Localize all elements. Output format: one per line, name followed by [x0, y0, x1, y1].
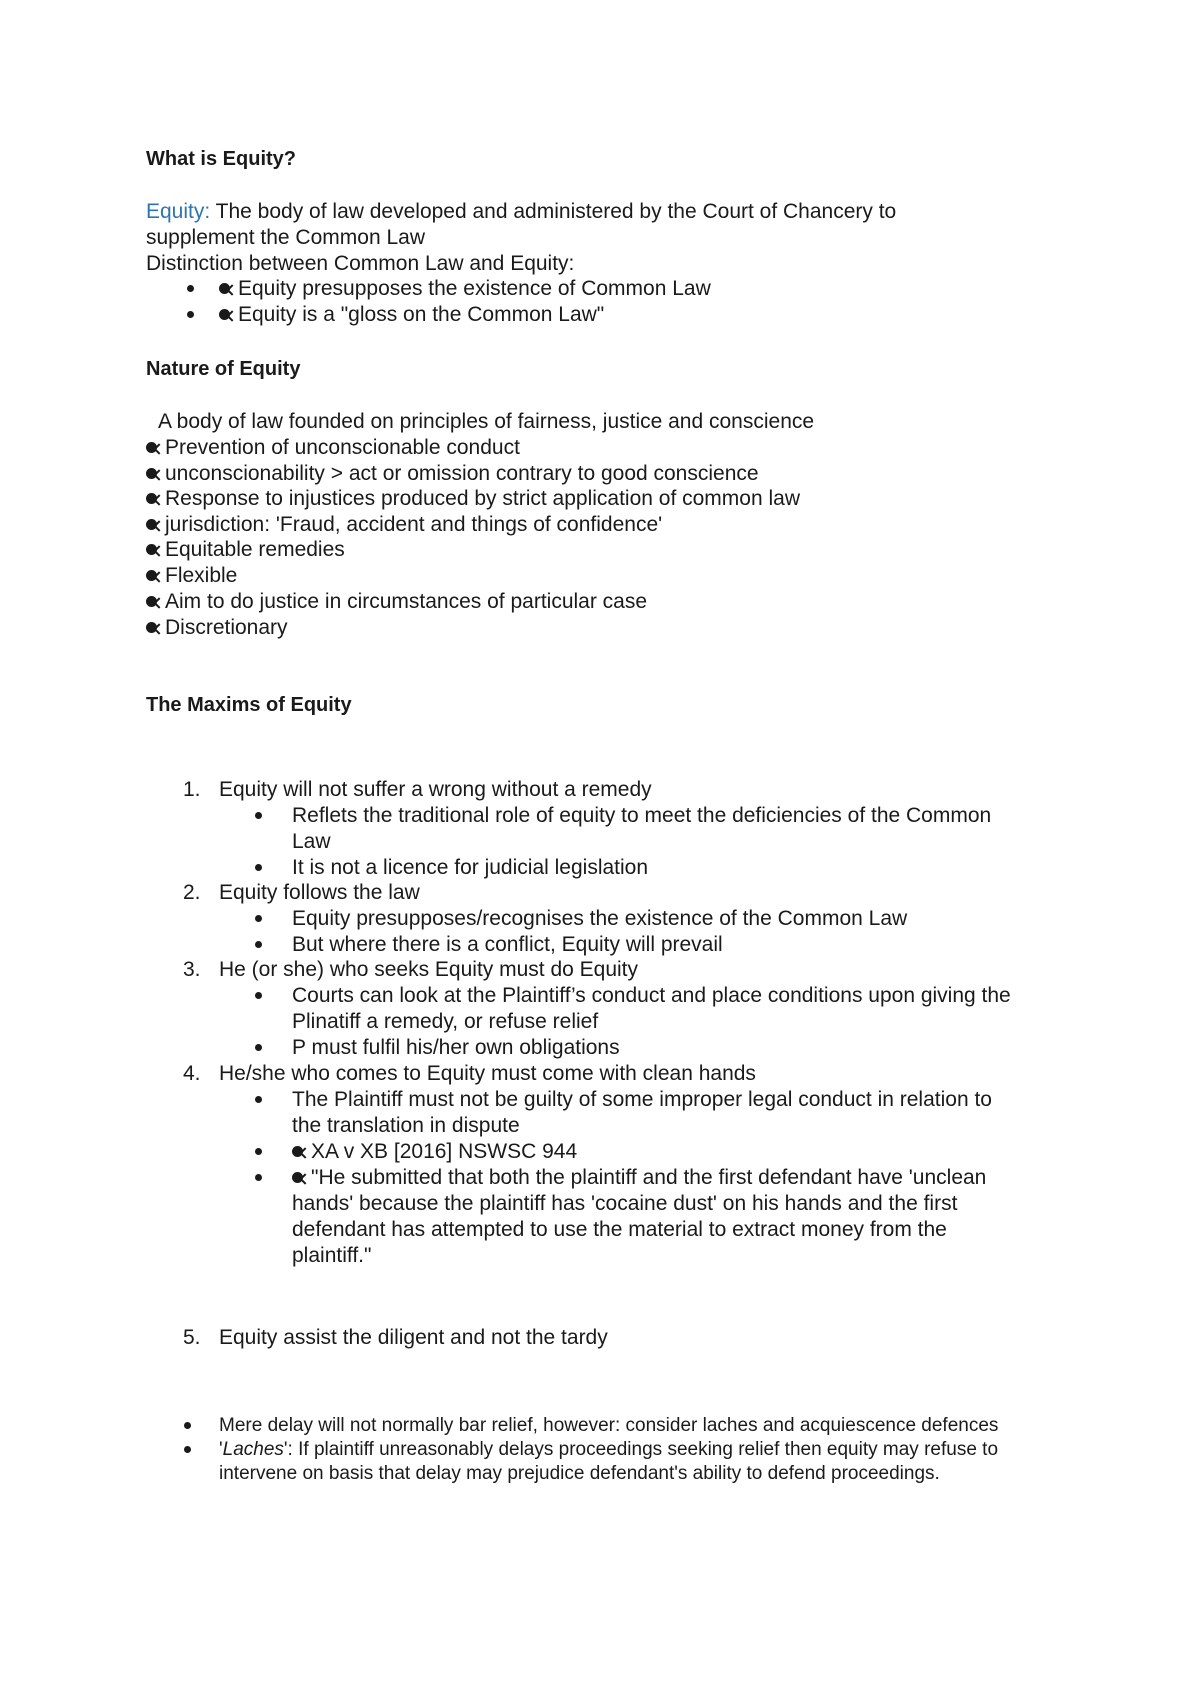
bullet-dot	[255, 1148, 262, 1155]
maxim-number: 3.	[183, 958, 201, 981]
wingding-bullet-icon	[146, 518, 163, 532]
nature-item: Response to injustices produced by strict application of common law	[146, 487, 800, 511]
nature-item: Flexible	[146, 564, 237, 588]
wingding-bullet-icon	[146, 569, 163, 583]
nature-item: Aim to do justice in circumstances of particular case	[146, 590, 647, 614]
maxim-sub-cont: the translation in dispute	[292, 1114, 520, 1137]
maxim-sub: The Plaintiff must not be guilty of some improper legal conduct in relation to	[292, 1088, 992, 1111]
note-laches: 'Laches': If plaintiff unreasonably delays proceedings seeking relief then equity may refuse to	[219, 1439, 999, 1460]
maxim-sub: Courts can look at the Plaintiff’s conduct and place conditions upon giving the	[292, 984, 1011, 1007]
distinction-bullet-2: Equity is a "gloss on the Common Law"	[219, 303, 604, 327]
maxim-sub-case: XA v XB [2016] NSWSC 944	[292, 1140, 577, 1164]
wingding-bullet-icon	[146, 543, 163, 557]
wingding-bullet-icon	[146, 441, 163, 455]
heading-what-is-equity: What is Equity?	[146, 148, 296, 170]
maxim-number: 2.	[183, 881, 201, 904]
bullet-dot	[255, 812, 262, 819]
maxim-sub: It is not a licence for judicial legislation	[292, 856, 649, 879]
wingding-bullet-icon	[219, 308, 236, 322]
note-laches-cont: intervene on basis that delay may prejudice defendant's ability to defend proceedings.	[219, 1463, 940, 1484]
bullet-dot	[187, 285, 194, 292]
maxim-number: 4.	[183, 1062, 201, 1085]
maxim-title: Equity will not suffer a wrong without a remedy	[219, 778, 652, 801]
nature-item: jurisdiction: 'Fraud, accident and things of confidence'	[146, 513, 662, 537]
heading-nature-of-equity: Nature of Equity	[146, 358, 301, 380]
bullet-dot	[255, 1174, 262, 1181]
wingding-bullet-icon	[292, 1145, 309, 1159]
bullet-dot	[255, 941, 262, 948]
maxim-title: Equity follows the law	[219, 881, 420, 904]
maxim-sub: But where there is a conflict, Equity will prevail	[292, 933, 723, 956]
maxim-title: He (or she) who seeks Equity must do Equity	[219, 958, 639, 981]
wingding-bullet-icon	[146, 467, 163, 481]
nature-item: unconscionability > act or omission contrary to good conscience	[146, 462, 759, 486]
nature-item: Equitable remedies	[146, 538, 345, 562]
wingding-bullet-icon	[146, 492, 163, 506]
wingding-bullet-icon	[219, 282, 236, 296]
maxim-number: 5.	[183, 1326, 201, 1349]
distinction-line: Distinction between Common Law and Equity:	[146, 252, 575, 275]
bullet-dot	[255, 915, 262, 922]
maxim-sub: P must fulfil his/her own obligations	[292, 1036, 620, 1059]
note-delay: Mere delay will not normally bar relief, however: consider laches and acquiescence defences	[219, 1415, 999, 1436]
nature-item: Discretionary	[146, 616, 288, 640]
definition-term: Equity:	[146, 200, 211, 223]
bullet-dot	[184, 1422, 191, 1429]
maxim-sub: Equity presupposes/recognises the existence of the Common Law	[292, 907, 908, 930]
maxim-sub-cont: Plinatiff a remedy, or refuse relief	[292, 1010, 599, 1033]
bullet-dot	[187, 311, 194, 318]
wingding-bullet-icon	[146, 595, 163, 609]
maxim-sub: Reflets the traditional role of equity to meet the deficiencies of the Common	[292, 804, 992, 827]
maxim-sub-quote: "He submitted that both the plaintiff and the first defendant have 'unclean	[292, 1166, 986, 1190]
definition-line-1	[146, 200, 896, 224]
maxim-sub-cont: defendant has attempted to use the material to extract money from the	[292, 1218, 947, 1241]
wingding-bullet-icon	[292, 1171, 309, 1185]
definition-line-2: supplement the Common Law	[146, 226, 425, 249]
bullet-dot	[255, 864, 262, 871]
bullet-dot	[255, 1044, 262, 1051]
maxim-title: He/she who comes to Equity must come with clean hands	[219, 1062, 756, 1085]
maxim-sub-cont: hands' because the plaintiff has 'cocaine dust' on his hands and the first	[292, 1192, 958, 1215]
maxim-title: Equity assist the diligent and not the tardy	[219, 1326, 608, 1349]
wingding-bullet-icon	[146, 621, 163, 635]
nature-intro: A body of law founded on principles of fairness, justice and conscience	[158, 410, 815, 433]
maxim-number: 1.	[183, 778, 201, 801]
maxim-sub-cont: Law	[292, 830, 331, 853]
bullet-dot	[255, 1096, 262, 1103]
bullet-dot	[255, 992, 262, 999]
maxim-sub-cont: plaintiff."	[292, 1244, 372, 1267]
nature-item: Prevention of unconscionable conduct	[146, 436, 520, 460]
laches-term: Laches	[222, 1439, 284, 1460]
distinction-bullet-1: Equity presupposes the existence of Common Law	[219, 277, 711, 301]
heading-maxims-of-equity: The Maxims of Equity	[146, 694, 352, 716]
bullet-dot	[184, 1446, 191, 1453]
definition-text-1: The body of law developed and administered by the Court of Chancery to	[210, 200, 897, 223]
